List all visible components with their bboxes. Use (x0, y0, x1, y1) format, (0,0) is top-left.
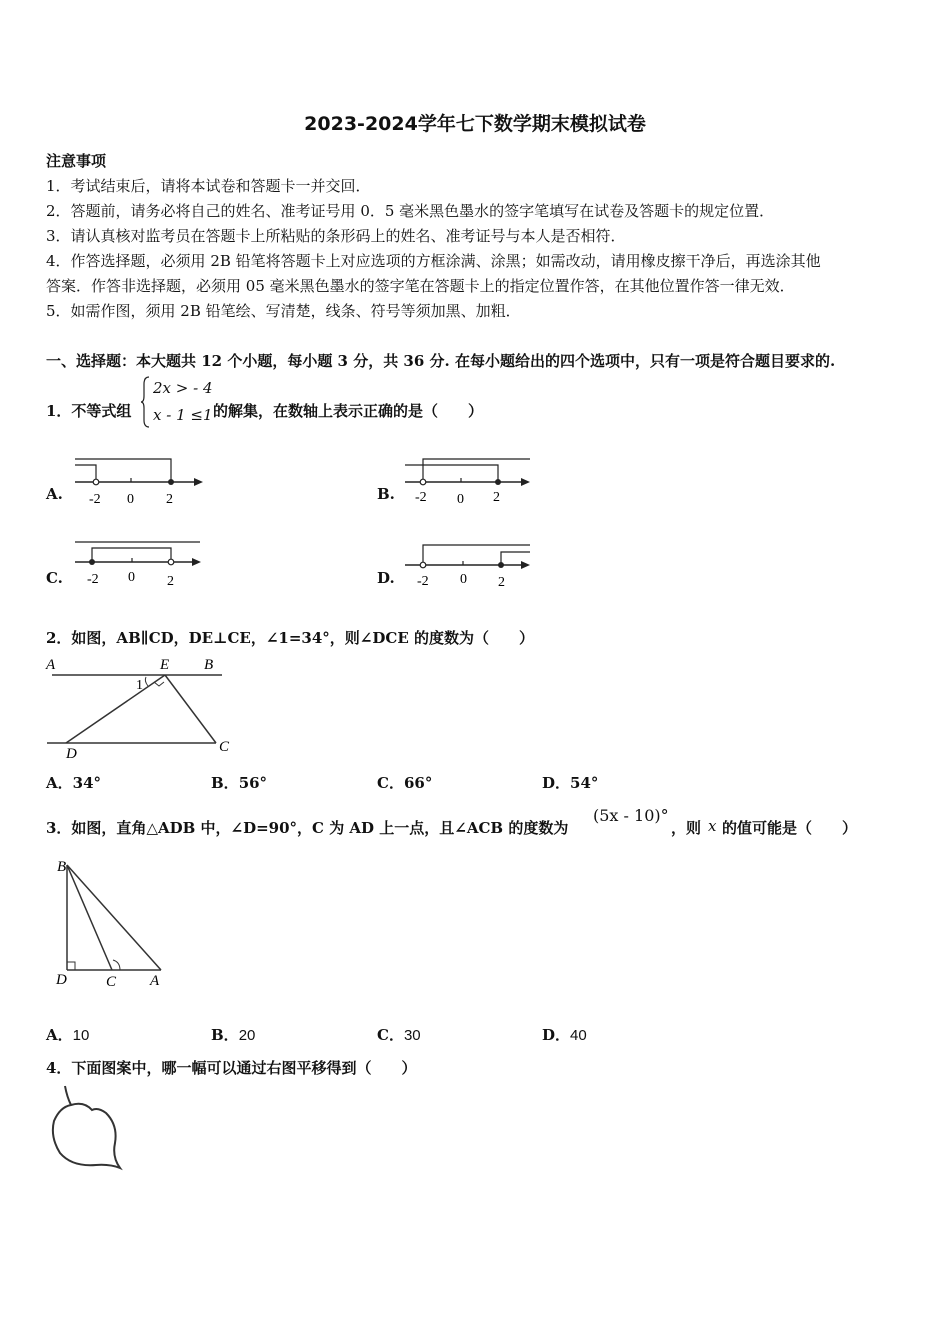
q3-stem-part3: 的值可能是（ ） (722, 819, 858, 837)
q3-stem-part2: ，则 (671, 819, 702, 837)
point-label: B (204, 657, 214, 673)
q3-figure (50, 856, 170, 991)
q2-option-a[interactable]: A．34° (46, 774, 102, 792)
q1-prefix: 1．不等式组 (46, 402, 132, 420)
tick-label: 0 (127, 492, 134, 507)
q3-option-d[interactable]: D．40 (542, 1026, 587, 1044)
notice-heading: 注意事项 (46, 152, 107, 170)
q4-stem: 4．下面图案中，哪一幅可以通过右图平移得到（ ） (46, 1059, 417, 1077)
q1-option-c-numberline[interactable] (70, 538, 210, 593)
q2-stem: 2．如图，AB∥CD，DE⊥CE，∠1=34°，则∠DCE 的度数为（ ） (46, 629, 534, 647)
q3-stem-part1: 3．如图，直角△ADB 中，∠D=90°，C 为 AD 上一点，且∠ACB 的度数为 (46, 819, 569, 837)
q1-option-a-numberline[interactable] (70, 455, 210, 510)
q3-option-c[interactable]: C．30 (377, 1026, 421, 1044)
tick-label: -2 (87, 572, 99, 587)
point-label: B (57, 859, 67, 875)
tick-label: 0 (457, 492, 464, 507)
tick-label: 2 (166, 492, 173, 507)
system-brace (141, 376, 151, 428)
notice-item: 答案．作答非选择题，必须用 05 毫米黑色墨水的签字笔在答题卡上的指定位置作答，在其他位置作答一律无效． (46, 277, 795, 295)
q1-option-d-numberline[interactable] (403, 538, 543, 593)
q3-option-a[interactable]: A．10 (46, 1026, 90, 1044)
notice-item: 1．考试结束后，请将本试卷和答题卡一并交回． (46, 177, 371, 195)
tick-label: 0 (460, 572, 467, 587)
q1-option-b-numberline[interactable] (403, 455, 543, 510)
tick-label: -2 (417, 574, 429, 589)
point-label: D (66, 746, 77, 762)
notice-item: 3．请认真核对监考员在答题卡上所粘贴的条形码上的姓名、准考证号与本人是否相符． (46, 227, 626, 245)
q1-option-c-label: C. (46, 569, 63, 587)
q4-leaf-figure (48, 1085, 128, 1175)
tick-label: 2 (493, 490, 500, 505)
q1-suffix: 的解集，在数轴上表示正确的是（ ） (213, 402, 484, 420)
point-label: E (160, 657, 170, 673)
q2-option-c[interactable]: C．66° (377, 774, 433, 792)
page-title: 2023-2024学年七下数学期末模拟试卷 (304, 113, 646, 135)
notice-item: 5．如需作图，须用 2B 铅笔绘、写清楚，线条、符号等须加黑、加粗． (46, 302, 521, 320)
point-label: A (46, 657, 56, 673)
point-label: C (219, 739, 230, 755)
q2-figure (44, 655, 234, 761)
q3-variable: x (708, 817, 717, 835)
notice-item: 4．作答选择题，必须用 2B 铅笔将答题卡上对应选项的方框涂满、涂黑；如需改动，请用橡皮擦干净后，再选涂其他 (46, 252, 821, 270)
point-label: A (150, 973, 160, 989)
q2-option-b[interactable]: B．56° (211, 774, 268, 792)
angle-label: 1 (136, 678, 143, 693)
point-label: C (106, 974, 117, 990)
tick-label: 2 (167, 574, 174, 589)
tick-label: 2 (498, 575, 505, 590)
q1-system-line1: 2x > - 4 (153, 379, 213, 397)
q3-option-b[interactable]: B．20 (211, 1026, 256, 1044)
point-label: D (56, 972, 67, 988)
tick-label: -2 (89, 492, 101, 507)
q3-expression: (5x - 10)° (593, 806, 669, 825)
notice-item: 2．答题前，请务必将自己的姓名、准考证号用 0．5 毫米黑色墨水的签字笔填写在试卷及答题卡的规定位置． (46, 202, 775, 220)
q1-option-d-label: D. (377, 569, 395, 587)
tick-label: 0 (128, 570, 135, 585)
q1-option-b-label: B. (377, 485, 395, 503)
tick-label: -2 (415, 490, 427, 505)
q2-option-d[interactable]: D．54° (542, 774, 599, 792)
q1-option-a-label: A. (46, 485, 63, 503)
section-heading: 一、选择题：本大题共 12 个小题，每小题 3 分，共 36 分. 在每小题给出的四个选项中，只有一项是符合题目要求的. (46, 352, 836, 370)
q1-system-line2: x - 1 ≤1 (153, 406, 213, 424)
